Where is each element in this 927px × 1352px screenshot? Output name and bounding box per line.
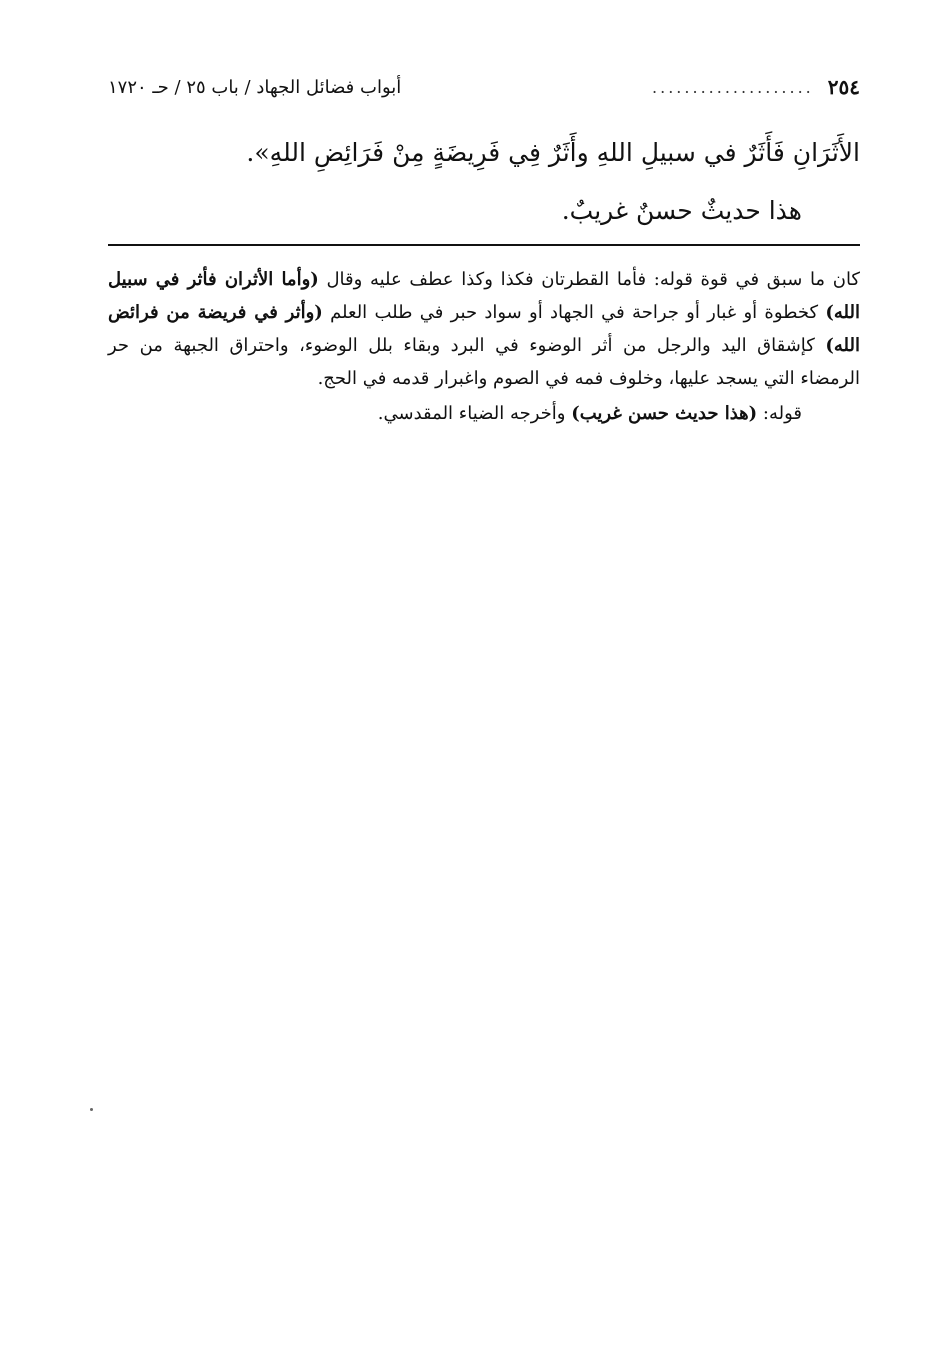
running-title: أبواب فضائل الجهاد / باب ٢٥ / حـ ١٧٢٠ bbox=[108, 76, 402, 98]
commentary-block bbox=[108, 263, 860, 430]
footnote-separator bbox=[108, 244, 860, 246]
commentary-text: وأخرجه الضياء المقدسي. bbox=[377, 403, 572, 424]
commentary-text: كان ما سبق في قوة قوله: فأما القطرتان فكذا وكذا عطف عليه وقال bbox=[318, 269, 860, 290]
commentary-paragraph-2 bbox=[108, 397, 860, 430]
commentary-paragraph-1 bbox=[108, 263, 860, 395]
commentary-line-1 bbox=[108, 263, 860, 296]
leader-dots: .................... bbox=[652, 77, 814, 97]
page-number: ٢٥٤ bbox=[827, 75, 860, 99]
commentary-text: قوله: bbox=[757, 403, 802, 424]
commentary-line-2 bbox=[108, 296, 860, 329]
quoted-phrase: الله) bbox=[825, 335, 860, 356]
page-header bbox=[108, 70, 860, 104]
quoted-phrase: (وأما الأثران فأثر في سبيل bbox=[108, 269, 319, 290]
quoted-phrase: (وأثر في فريضة من فرائض bbox=[108, 302, 323, 323]
commentary-line-3 bbox=[108, 329, 860, 362]
commentary-line-4: الرمضاء التي يسجد عليها، وخلوف فمه في الصوم واغبرار قدمه في الحج. bbox=[317, 368, 860, 389]
commentary-text: كخطوة أو غبار أو جراحة في الجهاد أو سواد حبر في طلب العلم bbox=[322, 302, 826, 323]
hadith-grading: هذا حديثٌ حسنٌ غريبٌ. bbox=[561, 196, 802, 225]
quoted-phrase: الله) bbox=[825, 302, 860, 323]
commentary-text: كإشقاق اليد والرجل من أثر الوضوء في البرد وبقاء بلل الوضوء، واحتراق الجبهة من حر bbox=[108, 335, 826, 356]
hadith-line-1: الأَثَرَانِ فَأَثَرٌ في سبيلِ اللهِ وأَثَرٌ فِي فَرِيضَةٍ مِنْ فَرَائِضِ اللهِ». bbox=[246, 138, 860, 167]
scan-speck bbox=[90, 1108, 93, 1111]
quoted-phrase: (هذا حديث حسن غريب) bbox=[571, 403, 758, 424]
commentary-line-5 bbox=[108, 397, 802, 430]
hadith-text bbox=[108, 124, 860, 240]
